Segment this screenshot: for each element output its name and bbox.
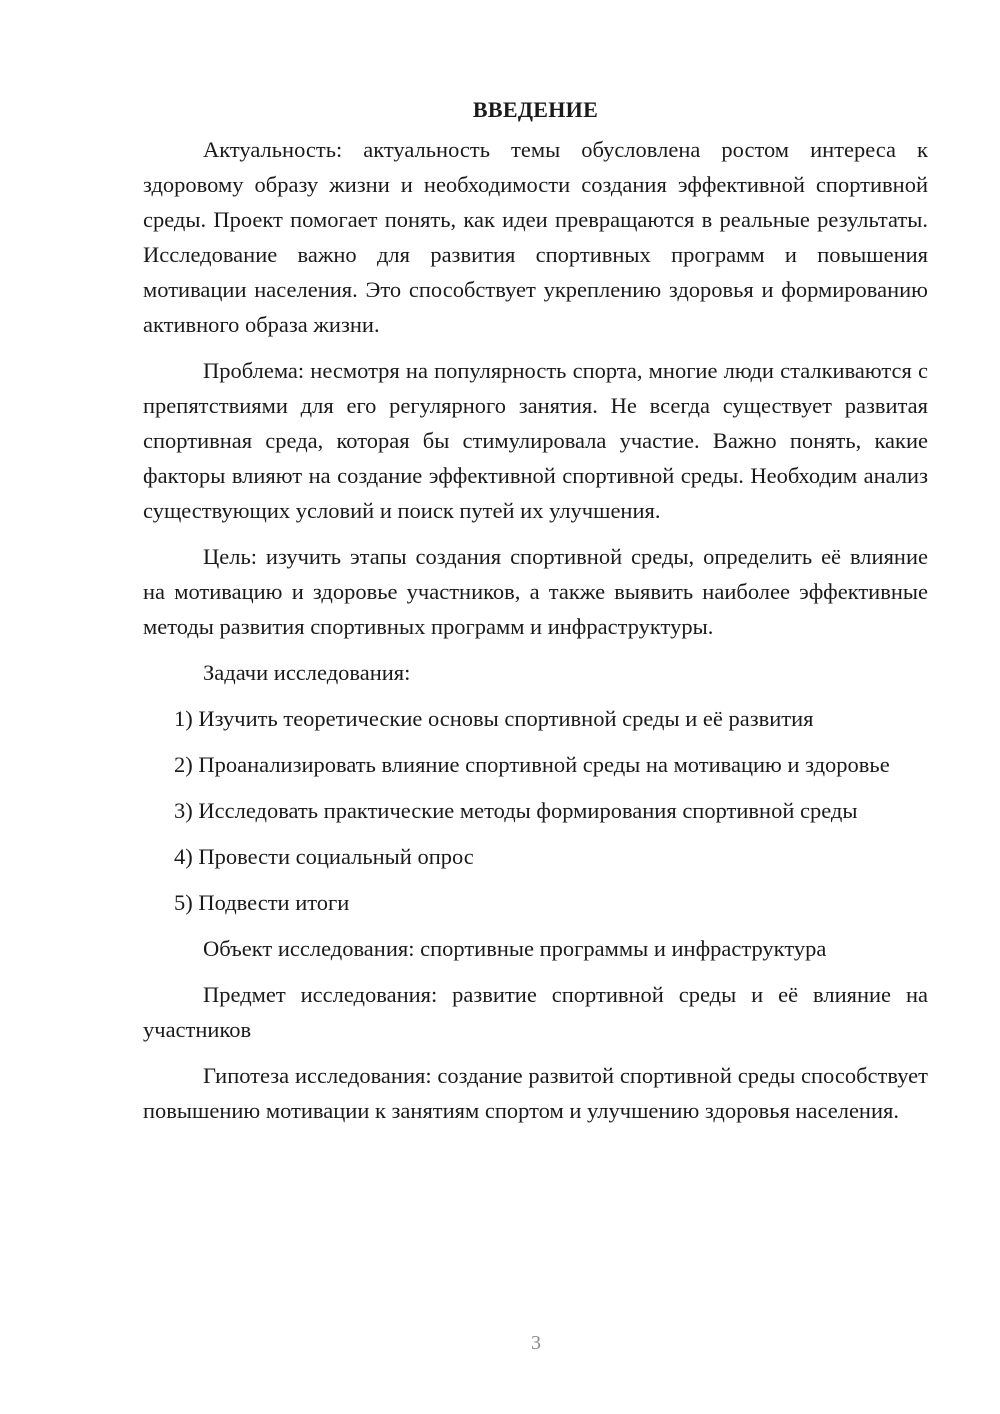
- paragraph-relevance: Актуальность: актуальность темы обусловлена ростом интереса к здоровому образу жизни и необходимости создания эффективной спортивной среды. Проект помогает понять, как идеи превращаются в реальные результаты. Исследование важно для развития спортивных программ и повышения мотивации населения. Это способствует укреплению здоровья и формированию активного образа жизни.: [143, 137, 928, 337]
- paragraph-goal: Цель: изучить этапы создания спортивной среды, определить её влияние на мотивацию и здоровье участников, а также выявить наиболее эффективные методы развития спортивных программ и инфраструктуры.: [143, 544, 928, 639]
- task-item-2: 2) Проанализировать влияние спортивной среды на мотивацию и здоровье: [174, 752, 890, 777]
- task-item-1: 1) Изучить теоретические основы спортивной среды и её развития: [174, 706, 814, 731]
- task-item-4: 4) Провести социальный опрос: [174, 844, 474, 869]
- paragraph-subject: Предмет исследования: развитие спортивной среды и её влияние на участников: [143, 982, 928, 1042]
- paragraph-problem: Проблема: несмотря на популярность спорта, многие люди сталкиваются с препятствиями для его регулярного занятия. Не всегда существует развитая спортивная среда, которая бы стимулировала участие. Важно понять, какие факторы влияют на создание эффективной спортивной среды. Необходим анализ существующих условий и поиск путей их улучшения.: [143, 358, 928, 523]
- tasks-heading: Задачи исследования:: [203, 660, 411, 685]
- task-item-5: 5) Подвести итоги: [174, 890, 350, 915]
- task-item-3: 3) Исследовать практические методы формирования спортивной среды: [174, 798, 858, 823]
- page-number: 3: [531, 1332, 541, 1354]
- page-title: ВВЕДЕНИЕ: [472, 97, 599, 122]
- paragraph-object: Объект исследования: спортивные программы и инфраструктура: [203, 936, 827, 961]
- document-page: [143, 92, 928, 1139]
- paragraph-hypothesis: Гипотеза исследования: создание развитой спортивной среды способствует повышению мотивации к занятиям спортом и улучшению здоровья населения.: [143, 1063, 928, 1123]
